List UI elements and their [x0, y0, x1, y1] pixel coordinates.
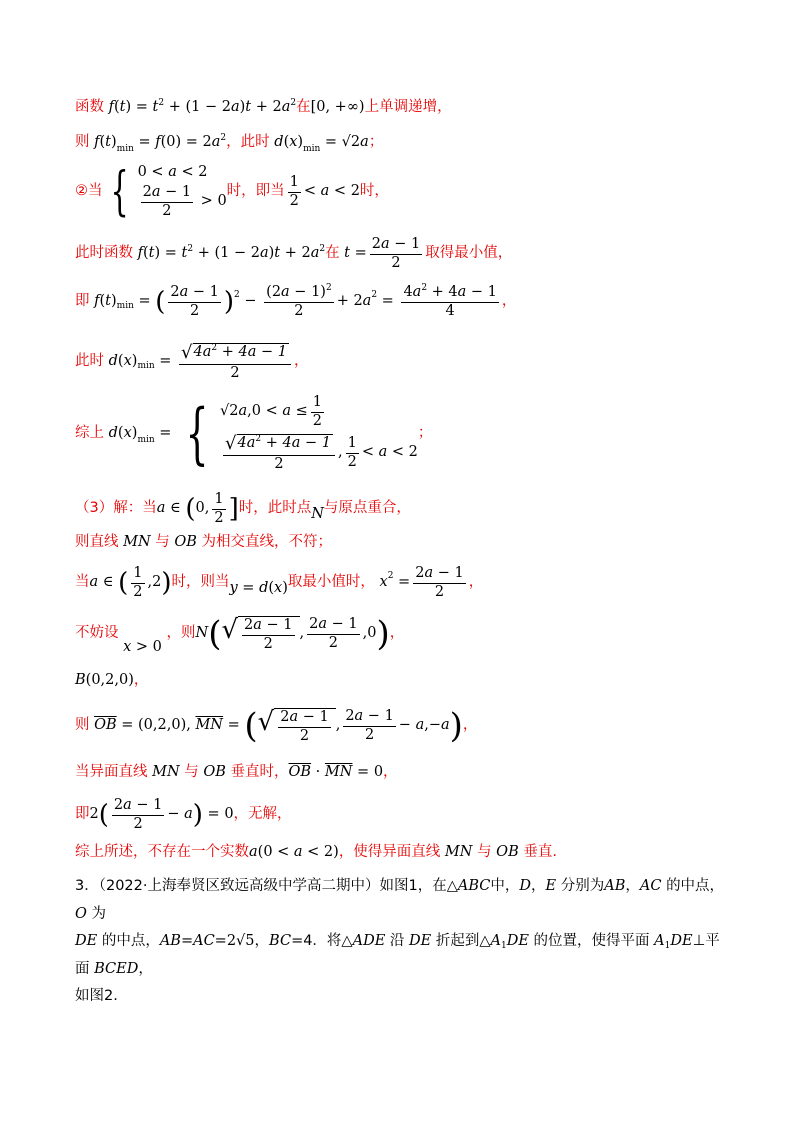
line-function-increasing: 函数 $f(t) = t^2 + (1 - 2a)t + 2a^2$ 在 [0, +∞) 上单调递增，	[75, 98, 452, 115]
line-function-min-at: 此时函数 $f(t) = t^2 + (1 - 2a)t + 2a^2$ 在 t = $\frac{2a - 1}{2}$ 取得最小值，	[75, 236, 513, 271]
line-case2-condition: ②当 { 0 < a < 2 $\frac{2a - 1}{2}$ > 0 时，即当 $\frac{1}{2}$ < a < 2 时，	[75, 162, 389, 223]
line-part3-case1: （3）解：当 a ∈ ( 0, $\frac{1}{2}$ ] 时，此时点 N 与原点重合，	[75, 491, 411, 526]
line-intersecting-lines: 则直线 MN 与 OB 为相交直线，不符；	[75, 534, 333, 550]
line-point-b: B(0,2,0) ，	[75, 672, 149, 688]
line-conclusion: 综上所述，不存在一个实数 a(0 < a < 2) ，使得异面直线 MN 与 OB 垂直.	[75, 844, 557, 860]
line-part3-case2: 当 a ∈ ( $\frac{1}{2}$ ,2 ) 时，则当 y = d(x) 取最小值时， x 2 = $\frac{2a - 1}{2}$ ，	[75, 565, 484, 600]
line-perpendicular-condition: 当异面直线 MN 与 OB 垂直时， $\overline{OB} \cdot \overline{MN} = 0$ ，	[75, 764, 398, 780]
line-assume-x-positive: 不妨设 x > 0 ，则 N ( √ $\frac{2a - 1}{2}$ , $\frac{2a - 1}{2}$ ,0 ) ，	[75, 614, 405, 656]
line-vectors: 则 $\overline{OB}$ = (0,2,0), $\overline{MN}$ = ( √ $\frac{2a - 1}{2}$ , $\frac{2a - 1}{2}$ − a ,− a ) ，	[75, 706, 478, 747]
line-fmin-case1: 则 $f(t)_{min} = f(0) = 2a^2$ ，此时 $d(x)_{min} = √2a$ ；	[75, 133, 384, 154]
line-no-solution: 即 2 ( $\frac{2a - 1}{2}$ − a ) = 0 ，无解，	[75, 797, 292, 832]
line-summary-dmin: 综上 $d(x)_{min}$ = { √2 a ,0 < a ≤ $\frac{1}{2}$ √ $4a^2 + 4a - 1$ 2 , $\frac{1}{2}$ < a < 2 ；	[75, 394, 433, 472]
line-fmin-case2: 即 f ( t ) min = ( $\frac{2a - 1}{2}$ ) 2 − $\frac{(2a - 1)^2}{2}$ + 2 a 2 = $\frac{4a^2 + 4a - 1}{4}$ ，	[75, 283, 517, 319]
line-dmin-case2: 此时 d ( x ) min = √ $4a^2 + 4a - 1$ 2 ，	[75, 342, 309, 381]
question-3: 3．（2022·上海奉贤区致远高级中学高二期中）如图1，在△ABC中，D，E 分别为AB，AC 的中点，O 为 DE 的中点，AB=AC=2√5，BC=4．将△ADE 沿 DE 折起到$\triangle A_1DE$ 的位置，使得平面 $A_1DE\perp$平面 BCED， 如图2.	[75, 878, 725, 1005]
